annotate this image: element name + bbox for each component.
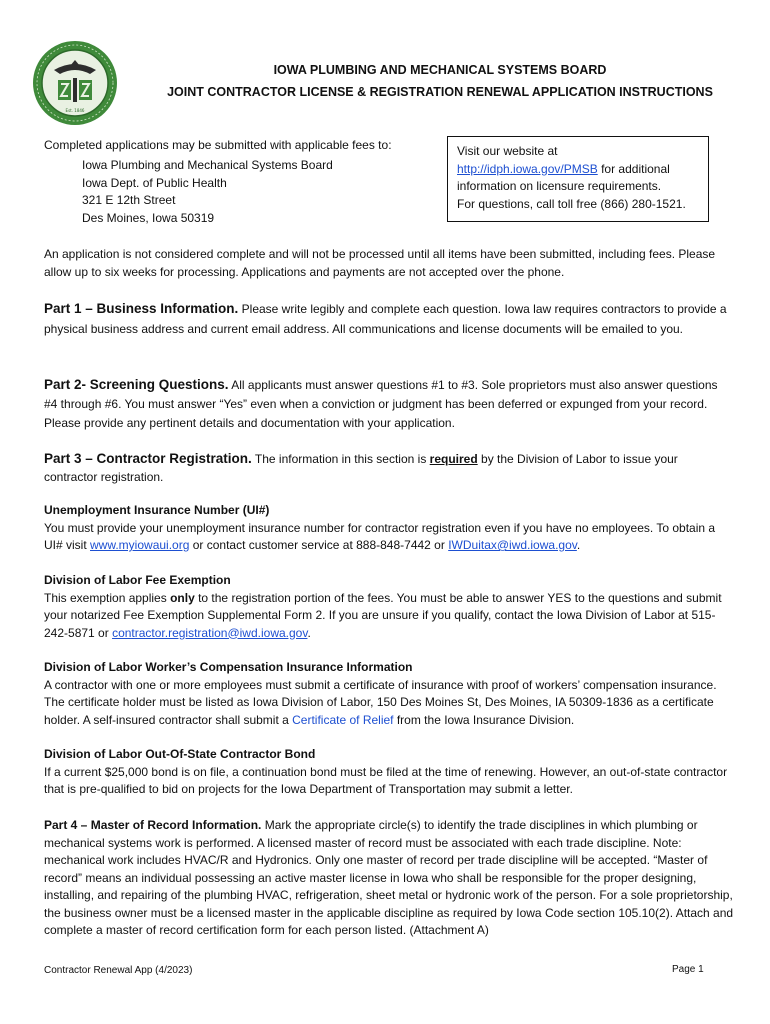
fee-body: to the registration portion of the fees. You must be able to answer YES to the questions and submit your notarized Fee Exemption Supplemental Form 2. If you are unsure if you qualify, contact the Iowa Division of Labor at 515-242-5871 or — [44, 590, 722, 640]
document-title: JOINT CONTRACTOR LICENSE & REGISTRATION RENEWAL APPLICATION INSTRUCTIONS — [167, 85, 713, 99]
part3-heading: Part 3 – Contractor Registration. — [44, 451, 252, 466]
only-emphasis: only — [170, 590, 195, 605]
website-info-box — [447, 136, 709, 222]
ui-body: or contact customer service at 888-848-7442 or — [189, 538, 449, 552]
board-title: IOWA PLUMBING AND MECHANICAL SYSTEMS BOARD — [273, 63, 607, 77]
myiowaui-link[interactable]: www.myiowaui.org — [90, 538, 190, 552]
part1-body: Please write legibly and complete each question. Iowa law requires contractors to provide a physical business address and current email address. All communications and license documents will be emailed to you. — [44, 302, 727, 336]
part2-section — [44, 375, 734, 433]
phone-line: For questions, call toll free (866) 280-1521. — [457, 196, 686, 211]
website-line: Visit our website at — [457, 144, 558, 158]
workers-comp-section — [44, 659, 734, 729]
part3-section — [44, 450, 734, 486]
part4-section — [44, 817, 734, 940]
part2-heading: Part 2- Screening Questions. — [44, 377, 229, 392]
part2-body: All applicants must answer questions #1 to #3. Sole proprietors must also answer questions #4 through #6. You must answer “Yes” even when a conviction or judgment has been deferred or expunged from your record. Please provide any pertinent details and documentation with your application. — [44, 378, 718, 430]
address-line: 321 E 12th Street — [82, 193, 176, 207]
ui-number-section — [44, 502, 734, 555]
website-line: for additional — [597, 161, 670, 176]
fee-body: . — [307, 625, 311, 640]
part3-body: The information in this section is — [251, 452, 430, 466]
website-line: information on licensure requirements. — [457, 179, 662, 193]
page-number: Page 1 — [672, 964, 704, 975]
submission-intro: Completed applications may be submitted with applicable fees to: — [44, 138, 392, 152]
wc-body: from the Iowa Insurance Division. — [393, 712, 575, 727]
address-line: Des Moines, Iowa 50319 — [82, 210, 215, 225]
wc-body: A contractor with one or more employees must submit a certificate of insurance with proof of workers’ compensation insurance. The certificate holder must be listed as Iowa Division of Labor, 150 Des Moines St, Des Moines, IA 50309-1836 as a certificate holder. A self-insured contractor shall submit a — [44, 677, 717, 727]
footer-form-id: Contractor Renewal App (4/2023) — [44, 965, 193, 976]
ui-body: You must provide your unemployment insurance number for contractor registration even if you have no employees. To obtain a UI# visit — [44, 520, 716, 552]
ui-heading: Unemployment Insurance Number (UI#) — [44, 503, 270, 517]
contractor-registration-email-link[interactable]: contractor.registration@iwd.iowa.gov — [112, 625, 308, 640]
fee-heading: Division of Labor Fee Exemption — [44, 573, 231, 587]
required-emphasis: required — [429, 452, 478, 466]
part4-body: Mark the appropriate circle(s) to identify the trade disciplines in which plumbing or mechanical systems work is performed. A licensed master of record must be associated with each trade discipline. Note: mechanical work includes HVAC/R and Hydronics. Only one master of record per trade discipline will be accepted. “Master of record” means an individual possessing an active master license in Iowa who shall be responsible for the proper designing, installing, and repairing of the plumbing HVAC, refrigeration, sheet metal or hydronic work of the person. For a sole proprietorship, the business owner must be a licensed master in the applicable discipline as required by Iowa Code section 105.10(2). Attach and complete a master of record certification form for each person listed. (Attachment A) — [44, 818, 734, 937]
svg-text:Est. 1846: Est. 1846 — [65, 108, 85, 113]
iowa-seal-logo — [32, 40, 118, 126]
iwduitax-email-link[interactable]: IWDuitax@iwd.iowa.gov — [448, 538, 577, 552]
fee-exemption-section — [44, 572, 734, 642]
bond-body: If a current $25,000 bond is on file, a continuation bond must be filed at the time of renewing. However, an out-of-state contractor that is pre-qualified to bid on projects for the Iowa Department of Transportation may submit a letter. — [44, 764, 728, 796]
address-line: Iowa Plumbing and Mechanical Systems Board — [82, 158, 333, 172]
mailing-address — [82, 157, 333, 227]
wc-heading: Division of Labor Worker’s Compensation Insurance Information — [44, 660, 413, 674]
bond-section — [44, 746, 734, 799]
fee-body: This exemption applies — [44, 590, 171, 605]
bond-heading: Division of Labor Out-Of-State Contractor Bond — [44, 747, 316, 761]
pmsb-website-link[interactable]: http://idph.iowa.gov/PMSB — [457, 161, 598, 176]
completeness-notice: An application is not considered complete and will not be processed until all items have been submitted, including fees. Please allow up to six weeks for processing. Applications and payments are not accepted over the phone. — [44, 247, 716, 279]
part3-body: by the Division of Labor to issue your contractor registration. — [44, 452, 678, 484]
ui-body: . — [576, 538, 581, 552]
part4-heading: Part 4 – Master of Record Information. — [44, 818, 262, 832]
certificate-of-relief-link[interactable]: Certificate of Relief — [292, 712, 394, 727]
part1-section — [44, 299, 734, 339]
part1-heading: Part 1 – Business Information. — [44, 301, 239, 316]
address-line: Iowa Dept. of Public Health — [82, 175, 227, 190]
